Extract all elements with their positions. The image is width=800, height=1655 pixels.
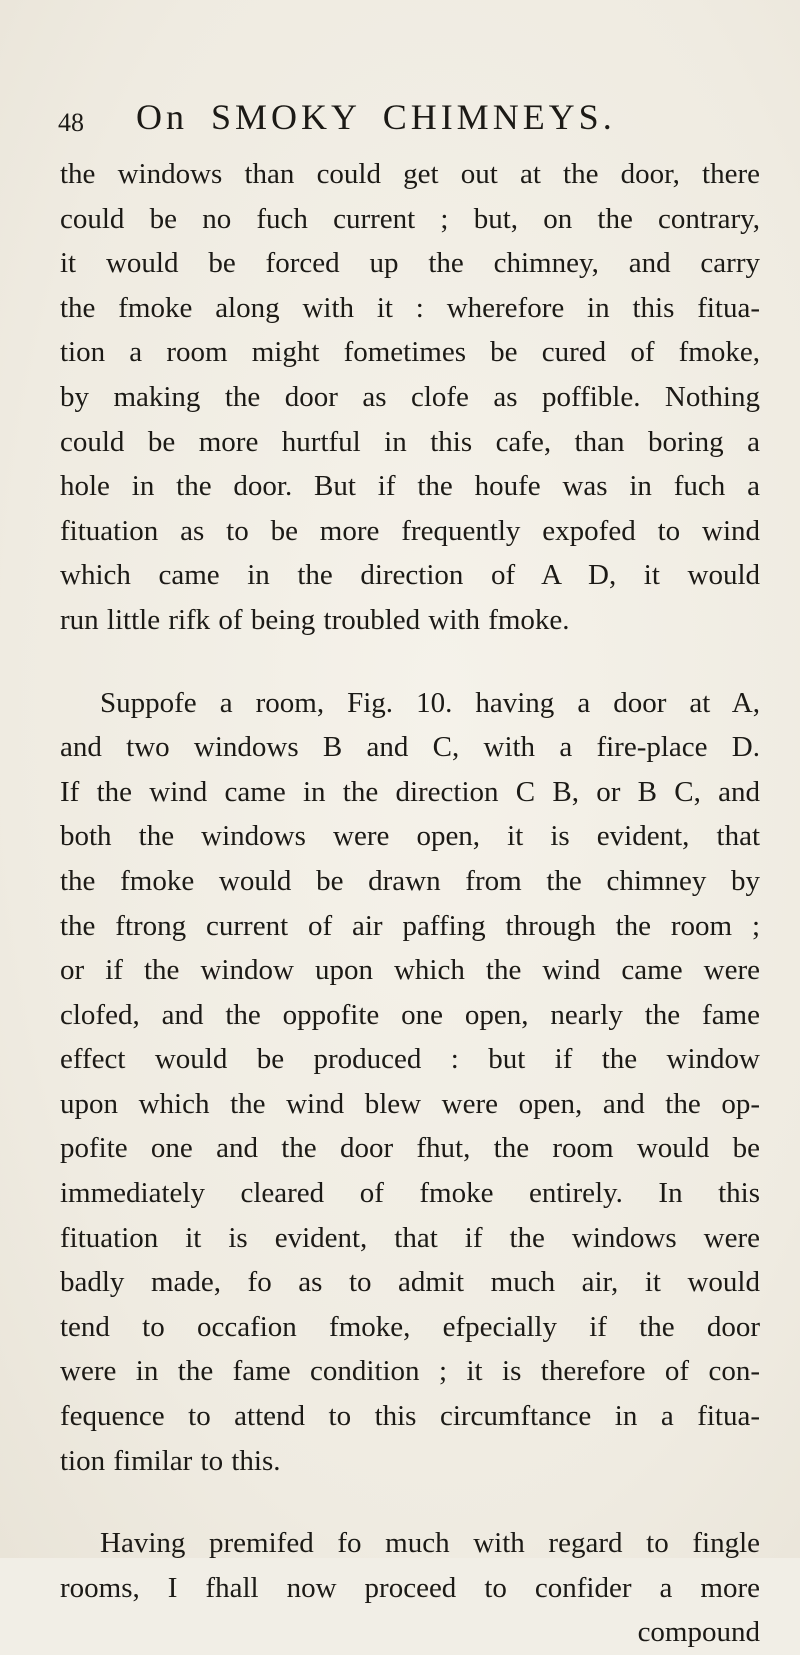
paragraph-1 <box>60 152 760 643</box>
text-line: or if the window upon which the wind came were <box>60 954 760 987</box>
text-line: which came in the direction of A D, it would <box>60 559 760 592</box>
text-line: and two windows B and C, with a fire-place D. <box>60 731 760 764</box>
text-line: hole in the door. But if the houfe was in fuch a <box>60 470 760 503</box>
text-line: rooms, I fhall now proceed to confider a more <box>60 1571 760 1604</box>
text-line: could be no fuch current ; but, on the contrary, <box>60 202 760 235</box>
paragraph-3 <box>60 1521 760 1655</box>
text-line: were in the fame condition ; it is therefore of con- <box>60 1355 760 1388</box>
text-line: Suppofe a room, Fig. 10. having a door at A, <box>100 686 760 719</box>
paragraph-gap <box>60 643 760 681</box>
text-line: If the wind came in the direction C B, or B C, and <box>60 775 760 808</box>
text-line: tion a room might fometimes be cured of fmoke, <box>60 336 760 369</box>
running-title: On SMOKY CHIMNEYS. <box>136 97 616 137</box>
text-line: fituation it is evident, that if the windows were <box>60 1221 760 1254</box>
paragraph-gap <box>60 1483 760 1521</box>
text-line: tend to occafion fmoke, efpecially if the door <box>60 1310 760 1343</box>
text-line: immediately cleared of fmoke entirely. In this <box>60 1177 760 1210</box>
text-line: effect would be produced : but if the window <box>60 1043 760 1076</box>
text-line: could be more hurtful in this cafe, than boring a <box>60 425 760 458</box>
text-line: badly made, fo as to admit much air, it would <box>60 1266 760 1299</box>
text-line: the ftrong current of air paffing through the room ; <box>60 909 760 942</box>
text-line: it would be forced up the chimney, and carry <box>60 247 760 280</box>
text-line: by making the door as clofe as poffible. Nothing <box>60 380 760 413</box>
running-head <box>58 96 758 146</box>
text-line: pofite one and the door fhut, the room would be <box>60 1132 760 1165</box>
body-text <box>60 152 760 1655</box>
text-line: the windows than could get out at the door, there <box>60 158 760 190</box>
text-line: Having premifed fo much with regard to fingle <box>100 1527 760 1560</box>
catchword: compound <box>637 1616 760 1649</box>
text-line: both the windows were open, it is evident, that <box>60 820 760 853</box>
text-line: fequence to attend to this circumftance in a fitua- <box>60 1400 760 1433</box>
text-line: fituation as to be more frequently expofed to wind <box>60 514 760 547</box>
text-line: run little rifk of being troubled with fmoke. <box>60 603 570 636</box>
text-line: tion fimilar to this. <box>60 1444 281 1477</box>
text-line: the fmoke along with it : wherefore in this fitua- <box>60 291 760 324</box>
page-number: 48 <box>58 108 84 137</box>
text-line: the fmoke would be drawn from the chimney by <box>60 864 760 897</box>
paragraph-2 <box>60 681 760 1484</box>
text-line: clofed, and the oppofite one open, nearly the fame <box>60 998 760 1031</box>
text-line: upon which the wind blew were open, and the op- <box>60 1087 760 1120</box>
